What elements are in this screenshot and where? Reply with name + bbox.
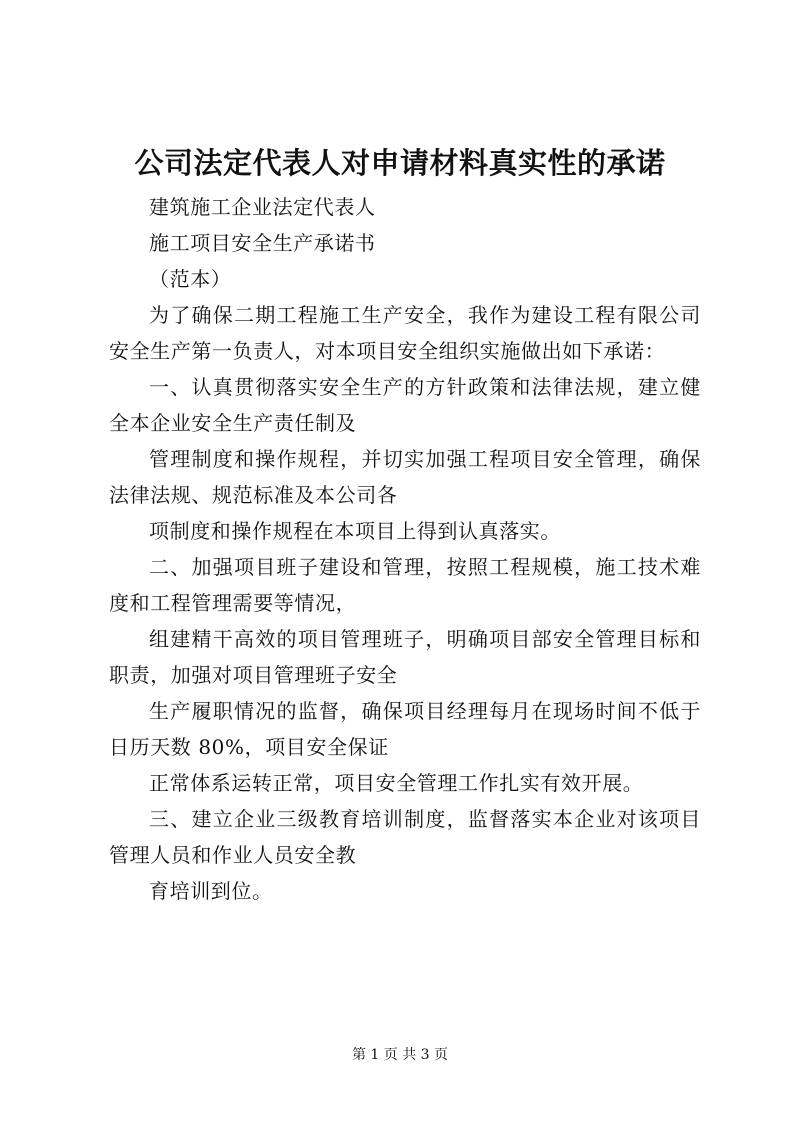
paragraph: 二、加强项目班子建设和管理，按照工程规模，施工技术难度和工程管理需要等情况， xyxy=(109,555,701,615)
paragraph: 生产履职情况的监督，确保项目经理每月在现场时间不低于日历天数 80%，项目安全保证 xyxy=(109,699,701,759)
paragraph: （范本） xyxy=(149,267,232,291)
paragraph: 育培训到位。 xyxy=(149,879,273,903)
paragraph: 施工项目安全生产承诺书 xyxy=(149,231,376,255)
paragraph: 建筑施工企业法定代表人 xyxy=(149,195,376,219)
document-body xyxy=(109,189,701,909)
paragraph: 组建精干高效的项目管理班子，明确项目部安全管理目标和职责，加强对项目管理班子安全 xyxy=(109,627,701,687)
paragraph: 为了确保二期工程施工生产安全，我作为建设工程有限公司安全生产第一负责人，对本项目安全组织实施做出如下承诺： xyxy=(109,303,701,363)
page-number-footer: 第 1 页 共 3 页 xyxy=(351,1047,449,1063)
document-title: 公司法定代表人对申请材料真实性的承诺 xyxy=(134,146,666,180)
paragraph: 项制度和操作规程在本项目上得到认真落实。 xyxy=(149,519,561,543)
paragraph: 正常体系运转正常，项目安全管理工作扎实有效开展。 xyxy=(149,771,644,795)
paragraph: 管理制度和操作规程，并切实加强工程项目安全管理，确保法律法规、规范标准及本公司各 xyxy=(109,447,701,507)
paragraph: 三、建立企业三级教育培训制度，监督落实本企业对该项目管理人员和作业人员安全教 xyxy=(109,807,701,867)
paragraph: 一、认真贯彻落实安全生产的方针政策和法律法规，建立健全本企业安全生产责任制及 xyxy=(109,375,701,435)
